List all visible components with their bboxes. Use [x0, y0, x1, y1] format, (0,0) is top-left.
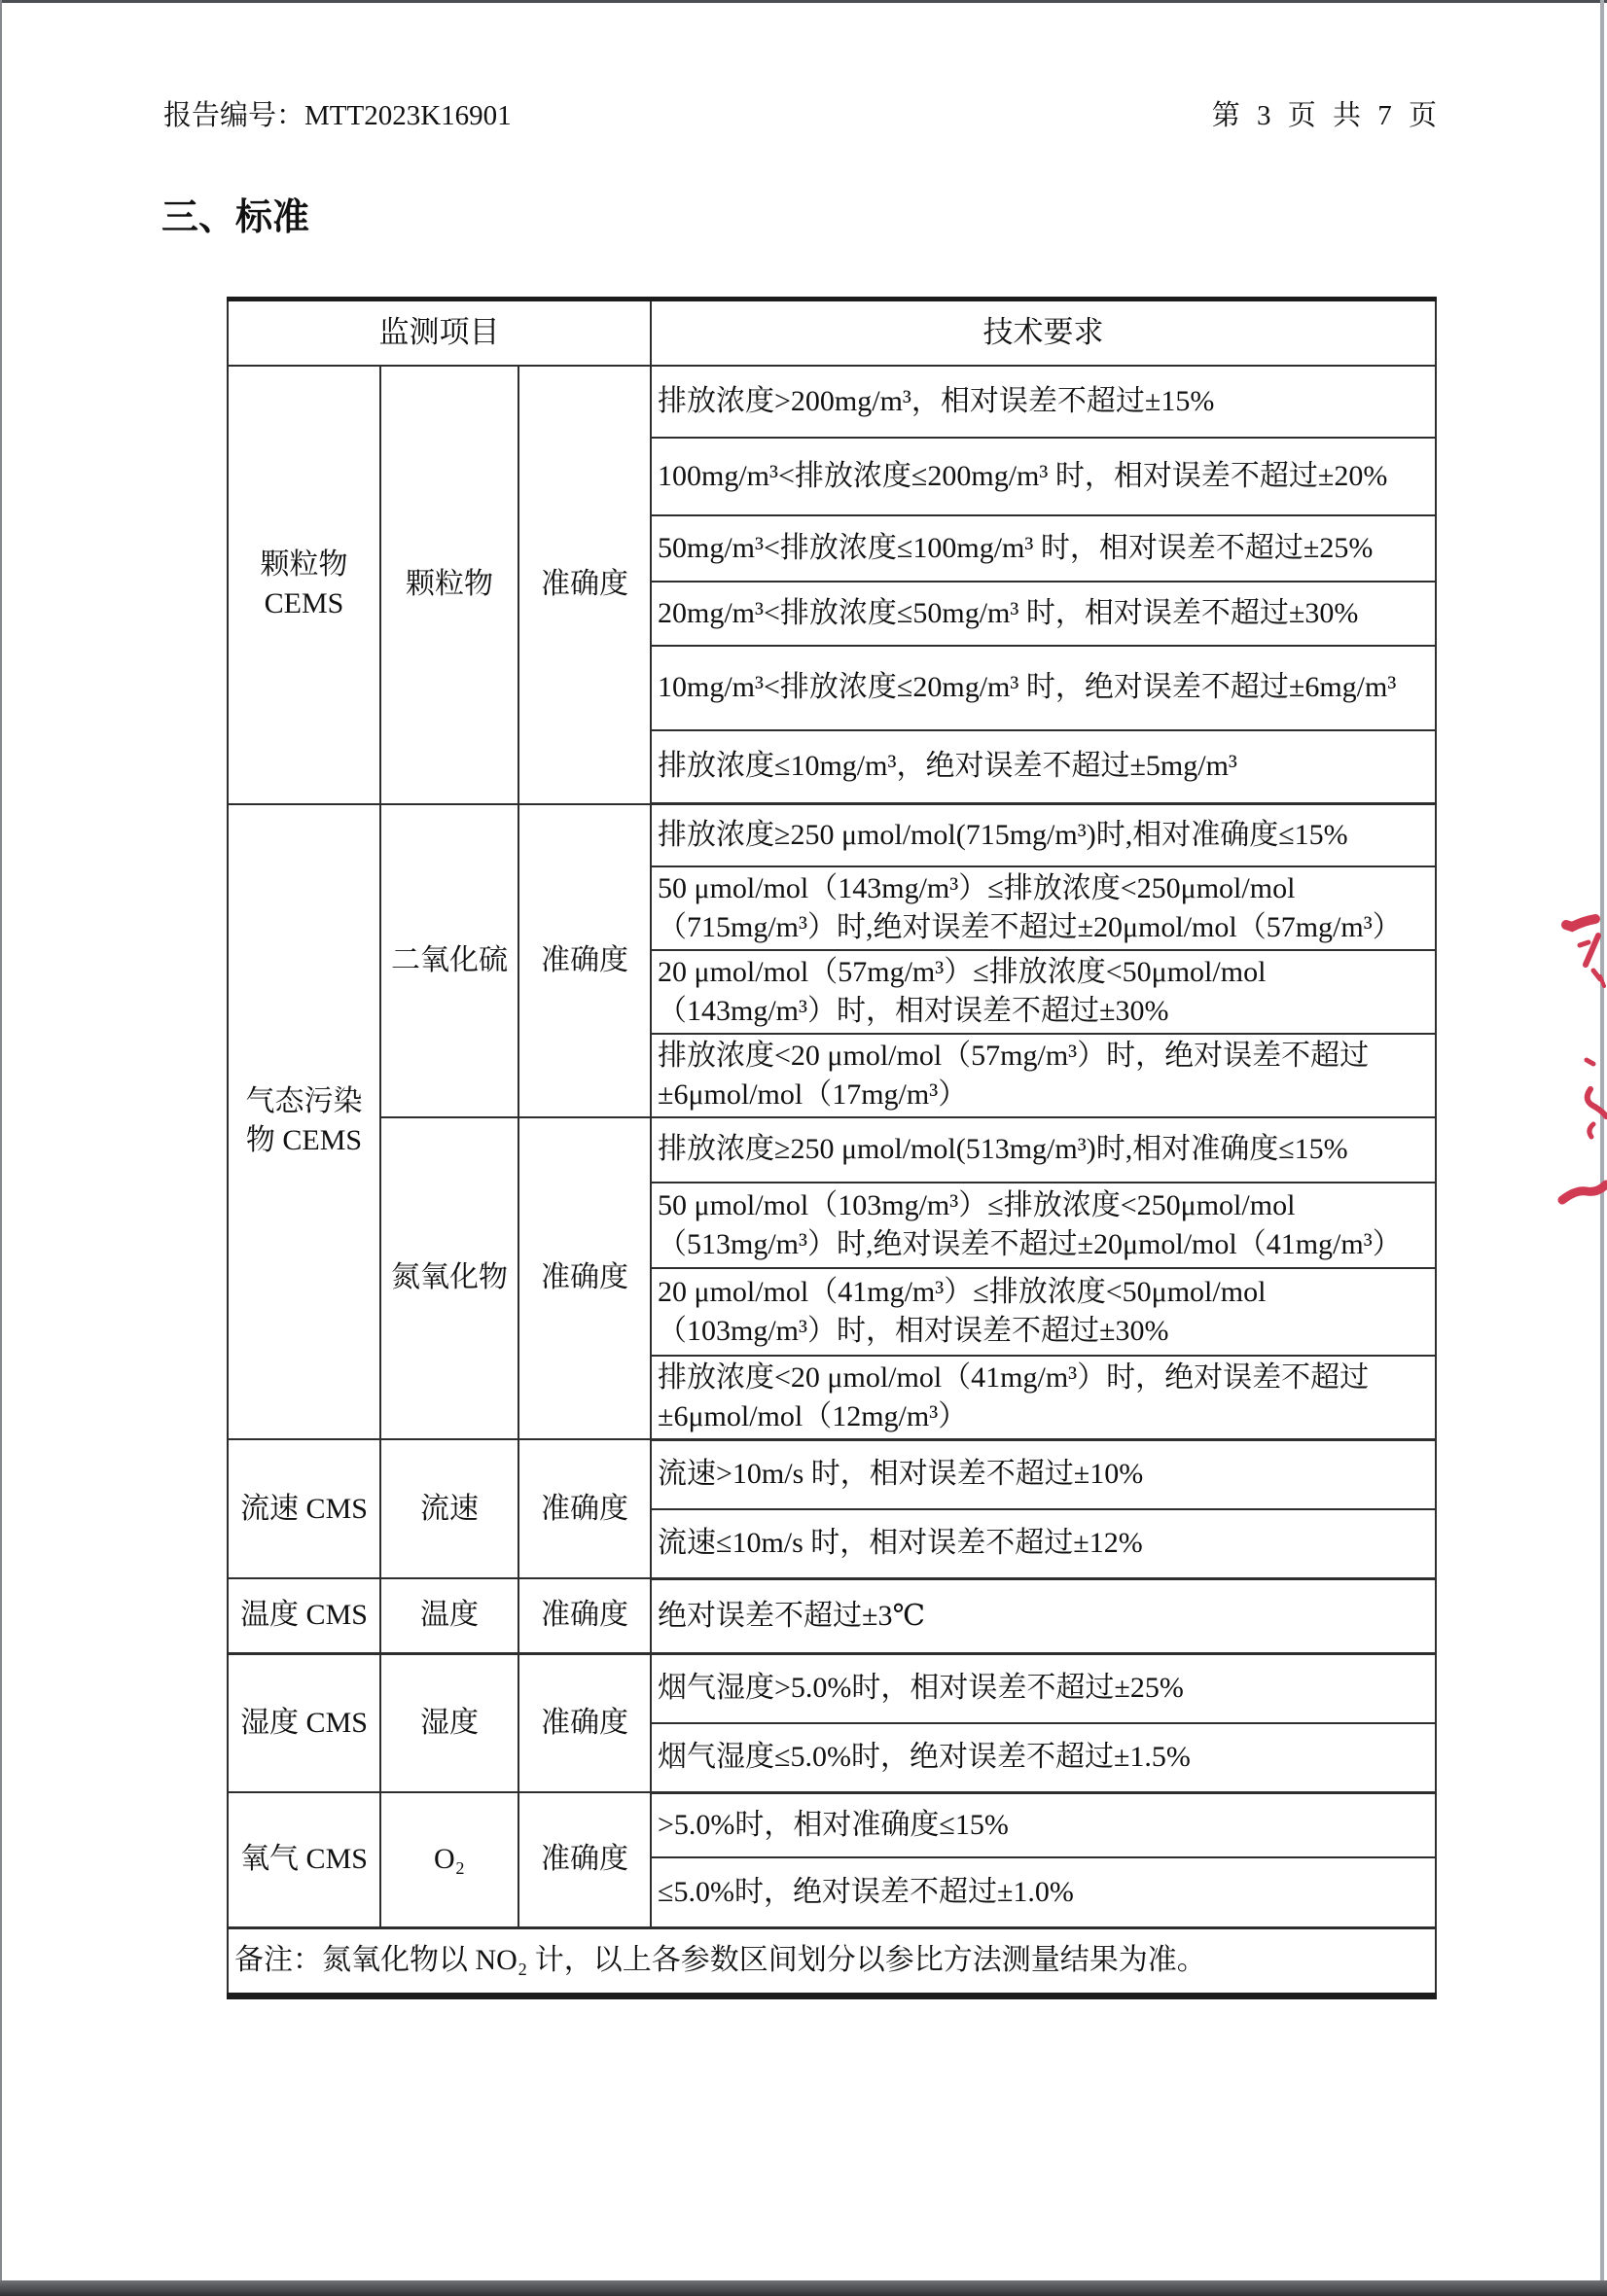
- requirement-cell: 10mg/m³<排放浓度≤20mg/m³ 时，绝对误差不超过±6mg/m³: [651, 646, 1436, 730]
- header-monitoring-item: 监测项目: [228, 300, 651, 366]
- metric-cell: 准确度: [518, 1653, 651, 1792]
- monitor-system-cell: 流速 CMS: [228, 1439, 380, 1578]
- requirement-cell: >5.0%时，相对准确度≤15%: [651, 1792, 1436, 1857]
- section-title: 三、标准: [161, 197, 310, 238]
- monitor-system-cell: 湿度 CMS: [228, 1653, 380, 1792]
- table-row: [228, 804, 1436, 866]
- table-note: 备注：氮氧化物以 NO₂ 计，以上各参数区间划分以参比方法测量结果为准。: [228, 1927, 1436, 1996]
- requirement-cell: 50mg/m³<排放浓度≤100mg/m³ 时，相对误差不超过±25%: [651, 515, 1436, 582]
- table-row: [228, 366, 1436, 438]
- monitor-param-cell: O₂: [380, 1792, 518, 1927]
- table-note-row: [228, 1927, 1436, 1996]
- table-row: [228, 1578, 1436, 1653]
- requirement-cell: ≤5.0%时，绝对误差不超过±1.0%: [651, 1857, 1436, 1927]
- requirement-cell: 50 μmol/mol（103mg/m³）≤排放浓度<250μmol/mol（513mg/m³）时,绝对误差不超过±20μmol/mol（41mg/m³）: [651, 1183, 1436, 1268]
- table-header-row: [228, 300, 1436, 366]
- requirement-cell: 流速>10m/s 时，相对误差不超过±10%: [651, 1439, 1436, 1509]
- table-row: [228, 1653, 1436, 1723]
- requirement-cell: 排放浓度<20 μmol/mol（57mg/m³）时，绝对误差不超过±6μmol/mol（17mg/m³）: [651, 1034, 1436, 1117]
- requirement-cell: 排放浓度<20 μmol/mol（41mg/m³）时，绝对误差不超过±6μmol/mol（12mg/m³）: [651, 1356, 1436, 1440]
- table-row: [228, 1439, 1436, 1509]
- requirement-cell: 绝对误差不超过±3℃: [651, 1578, 1436, 1653]
- monitor-param-cell: 温度: [380, 1578, 518, 1653]
- metric-cell: 准确度: [518, 1578, 651, 1653]
- requirement-cell: 20 μmol/mol（41mg/m³）≤排放浓度<50μmol/mol（103mg/m³）时，相对误差不超过±30%: [651, 1268, 1436, 1356]
- requirement-cell: 流速≤10m/s 时，相对误差不超过±12%: [651, 1509, 1436, 1578]
- requirement-cell: 排放浓度>200mg/m³，相对误差不超过±15%: [651, 366, 1436, 438]
- monitor-param-cell: 湿度: [380, 1653, 518, 1792]
- requirement-cell: 烟气湿度≤5.0%时，绝对误差不超过±1.5%: [651, 1723, 1436, 1792]
- header-technical-requirement: 技术要求: [651, 300, 1436, 366]
- table-row: [228, 1792, 1436, 1857]
- monitor-system-cell: 氧气 CMS: [228, 1792, 380, 1927]
- requirement-cell: 排放浓度≤10mg/m³，绝对误差不超过±5mg/m³: [651, 730, 1436, 804]
- scan-edge-bottom: [0, 2280, 1607, 2296]
- table-row: [228, 1117, 1436, 1183]
- scan-edge-top: [0, 0, 1607, 3]
- metric-cell: 准确度: [518, 1117, 651, 1440]
- metric-cell: 准确度: [518, 804, 651, 1117]
- monitor-param-cell: 氮氧化物: [380, 1117, 518, 1440]
- page-header: [163, 93, 1442, 133]
- requirement-cell: 烟气湿度>5.0%时，相对误差不超过±25%: [651, 1653, 1436, 1723]
- monitor-param-cell: 颗粒物: [380, 366, 518, 804]
- requirement-cell: 50 μmol/mol（143mg/m³）≤排放浓度<250μmol/mol（715mg/m³）时,绝对误差不超过±20μmol/mol（57mg/m³）: [651, 866, 1436, 950]
- metric-cell: 准确度: [518, 1439, 651, 1578]
- monitor-param-cell: 二氧化硫: [380, 804, 518, 1117]
- monitor-system-cell: 颗粒物 CEMS: [228, 366, 380, 804]
- monitor-system-cell: 气态污染物 CEMS: [228, 804, 380, 1440]
- monitor-param-cell: 流速: [380, 1439, 518, 1578]
- page-number: 第 3 页 共 7 页: [1211, 100, 1442, 131]
- requirement-cell: 排放浓度≥250 μmol/mol(715mg/m³)时,相对准确度≤15%: [651, 804, 1436, 866]
- requirement-cell: 100mg/m³<排放浓度≤200mg/m³ 时，相对误差不超过±20%: [651, 438, 1436, 515]
- requirement-cell: 排放浓度≥250 μmol/mol(513mg/m³)时,相对准确度≤15%: [651, 1117, 1436, 1183]
- standards-table: [227, 297, 1437, 1999]
- metric-cell: 准确度: [518, 1792, 651, 1927]
- requirement-cell: 20mg/m³<排放浓度≤50mg/m³ 时，相对误差不超过±30%: [651, 582, 1436, 646]
- monitor-system-cell: 温度 CMS: [228, 1578, 380, 1653]
- metric-cell: 准确度: [518, 366, 651, 804]
- scan-edge-left: [0, 0, 2, 2296]
- report-number: 报告编号：MTT2023K16901: [163, 100, 512, 131]
- red-ink-marks: [1545, 875, 1607, 1225]
- requirement-cell: 20 μmol/mol（57mg/m³）≤排放浓度<50μmol/mol（143mg/m³）时，相对误差不超过±30%: [651, 950, 1436, 1034]
